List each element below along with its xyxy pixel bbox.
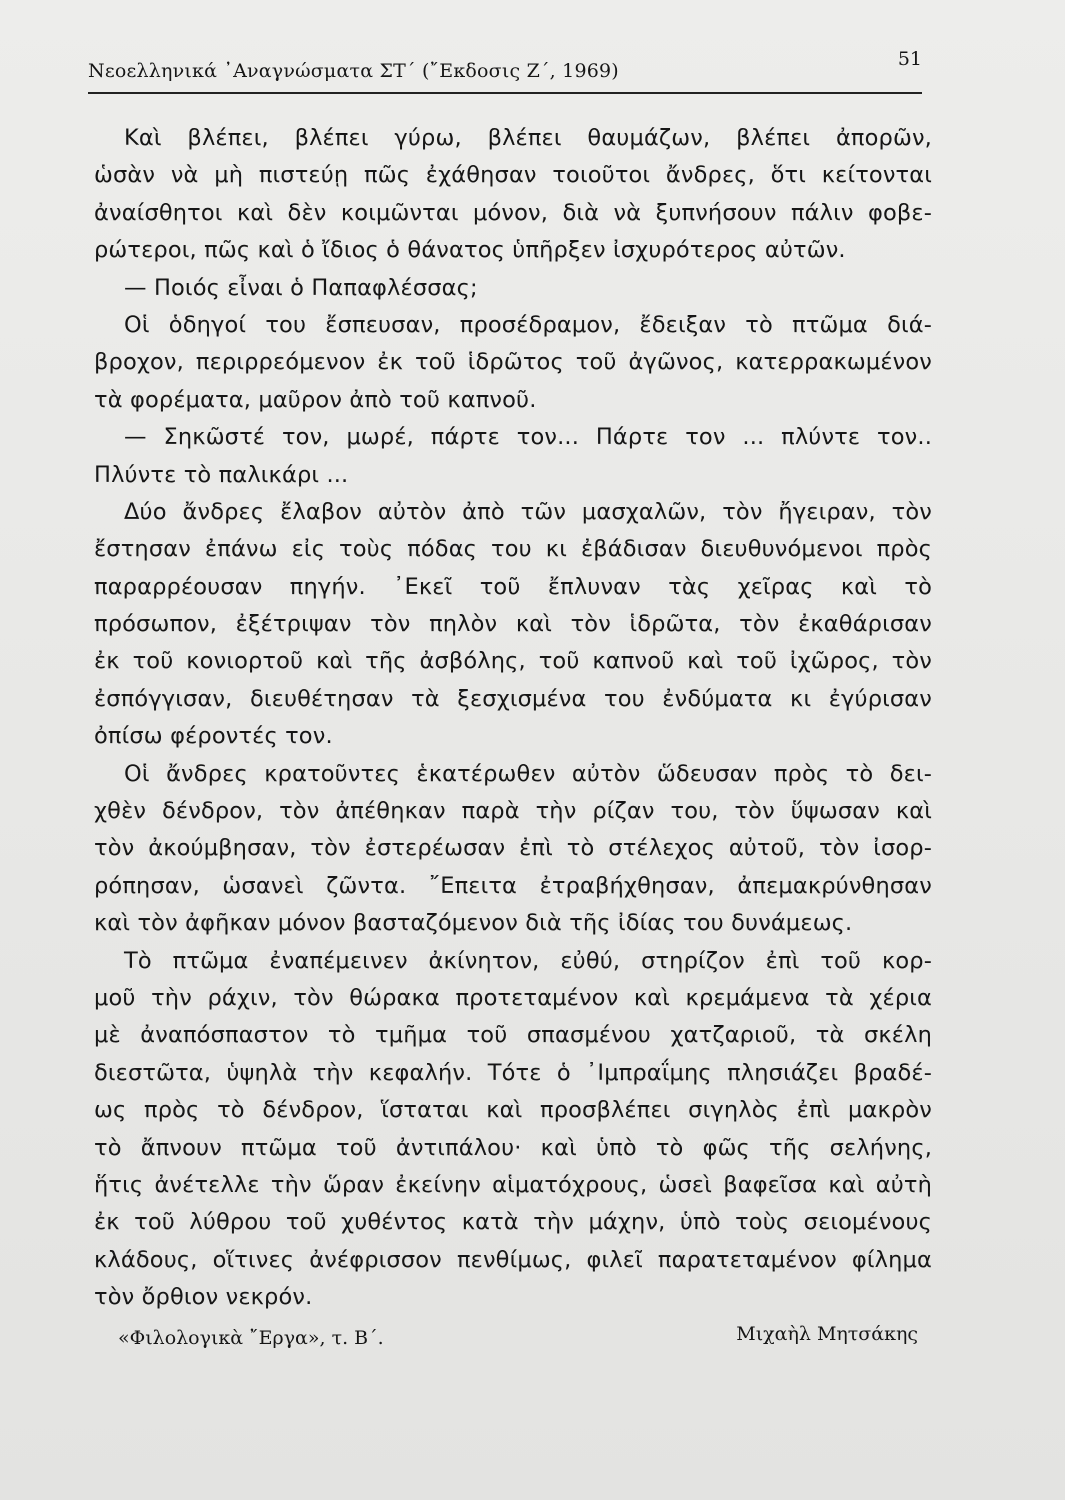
text-line: τὸ ἄπνουν πτῶμα τοῦ ἀντιπάλου· καὶ ὑπὸ τὸ φῶς τῆς σελήνης,: [94, 1134, 932, 1161]
text-line: πρόσωπον, ἐξέτριψαν τὸν πηλὸν καὶ τὸν ἱδρῶτα, τὸν ἐκαθάρισαν: [94, 611, 932, 638]
text-line: ρόπησαν, ὡσανεὶ ζῶντα. ῎Επειτα ἐτραβήχθησαν, ἀπεμακρύνθησαν: [94, 872, 932, 899]
text-line: τὸν ὄρθιον νεκρόν.: [94, 1284, 313, 1311]
header-title: Νεοελληνικά ᾿Αναγνώσματα ΣΤ΄ (῎Εκδοσις Ζ΄, 1969): [88, 60, 619, 82]
text-line: Οἱ ἄνδρες κρατοῦντες ἑκατέρωθεν αὐτὸν ὥδευσαν πρὸς τὸ δει-: [124, 760, 932, 787]
source-citation: «Φιλολογικὰ ῎Εργα», τ. Β΄.: [118, 1327, 384, 1349]
author-signature: Μιχαὴλ Μητσάκης: [736, 1323, 918, 1345]
text-line: ἐκ τοῦ κονιορτοῦ καὶ τῆς ἀσβόλης, τοῦ καπνοῦ καὶ τοῦ ἰχῶρος, τὸν: [94, 648, 932, 675]
text-line: Τὸ πτῶμα ἐναπέμεινεν ἀκίνητον, εὐθύ, στηρίζον ἐπὶ τοῦ κορ-: [124, 947, 932, 974]
text-line: χθὲν δένδρον, τὸν ἀπέθηκαν παρὰ τὴν ρίζαν του, τὸν ὕψωσαν καὶ: [94, 798, 932, 825]
text-line: ως πρὸς τὸ δένδρον, ἵσταται καὶ προσβλέπει σιγηλὸς ἐπὶ μακρὸν: [94, 1097, 932, 1124]
text-line: Πλύντε τὸ παλικάρι ...: [94, 461, 349, 488]
text-line: ἔστησαν ἐπάνω εἰς τοὺς πόδας του κι ἐβάδισαν διευθυνόμενοι πρὸς: [94, 536, 932, 563]
header-rule: [88, 92, 922, 94]
body-text: [94, 120, 932, 1317]
text-line: κλάδους, οἵτινες ἀνέφρισσον πενθίμως, φιλεῖ παρατεταμένον φίλημα: [94, 1246, 932, 1273]
text-line: — Ποιός εἶναι ὁ Παπαφλέσσας;: [124, 274, 478, 301]
footer: [118, 1305, 918, 1349]
text-line: βροχον, περιρρεόμενον ἐκ τοῦ ἱδρῶτος τοῦ ἀγῶνος, κατερρακωμένον: [94, 349, 932, 376]
text-line: Καὶ βλέπει, βλέπει γύρω, βλέπει θαυμάζων, βλέπει ἀπορῶν,: [124, 125, 932, 151]
text-line: τὸν ἀκούμβησαν, τὸν ἐστερέωσαν ἐπὶ τὸ στέλεχος αὐτοῦ, τὸν ἰσορ-: [94, 835, 932, 862]
text-line: — Σηκῶστέ τον, μωρέ, πάρτε τον... Πάρτε τον ... πλύντε τον..: [124, 424, 932, 451]
page-number: 51: [897, 48, 922, 70]
text-line: ἀναίσθητοι καὶ δὲν κοιμῶνται μόνον, διὰ νὰ ξυπνήσουν πάλιν φοβε-: [94, 199, 932, 226]
text-line: ἐκ τοῦ λύθρου τοῦ χυθέντος κατὰ τὴν μάχην, ὑπὸ τοὺς σειομένους: [94, 1209, 932, 1236]
text-line: Δύο ἄνδρες ἔλαβον αὐτὸν ἀπὸ τῶν μασχαλῶν, τὸν ἤγειραν, τὸν: [124, 498, 932, 525]
text-line: καὶ τὸν ἀφῆκαν μόνον βασταζόμενον διὰ τῆς ἰδίας του δυνάμεως.: [94, 910, 853, 937]
text-line: παραρρέουσαν πηγήν. ᾿Εκεῖ τοῦ ἔπλυναν τὰς χεῖρας καὶ τὸ: [94, 573, 932, 600]
text-line: ὀπίσω φέροντές τον.: [94, 723, 333, 750]
text-line: μὲ ἀναπόσπαστον τὸ τμῆμα τοῦ σπασμένου χατζαριοῦ, τὰ σκέλη: [94, 1022, 932, 1049]
text-line: Οἱ ὁδηγοί του ἔσπευσαν, προσέδραμον, ἔδειξαν τὸ πτῶμα διά-: [124, 311, 932, 338]
text-line: μοῦ τὴν ράχιν, τὸν θώρακα προτεταμένον καὶ κρεμάμενα τὰ χέρια: [94, 984, 932, 1011]
text-line: ὡσὰν νὰ μὴ πιστεύῃ πῶς ἐχάθησαν τοιοῦτοι ἄνδρες, ὅτι κείτονται: [94, 162, 932, 189]
text-line: ἐσπόγγισαν, διευθέτησαν τὰ ξεσχισμένα του ἐνδύματα κι ἐγύρισαν: [94, 685, 932, 712]
text-line: διεστῶτα, ὑψηλὰ τὴν κεφαλήν. Τότε ὁ ᾿Ιμπραΐμης πλησιάζει βραδέ-: [94, 1059, 932, 1086]
text-line: ρώτεροι, πῶς καὶ ὁ ἴδιος ὁ θάνατος ὑπῆρξεν ἰσχυρότερος αὐτῶν.: [94, 237, 846, 264]
text-line: τὰ φορέματα, μαῦρον ἀπὸ τοῦ καπνοῦ.: [94, 386, 537, 413]
text-line: ἥτις ἀνέτελλε τὴν ὥραν ἐκείνην αἱματόχρους, ὡσεὶ βαφεῖσα καὶ αὐτὴ: [94, 1171, 932, 1198]
running-header: [88, 48, 922, 94]
